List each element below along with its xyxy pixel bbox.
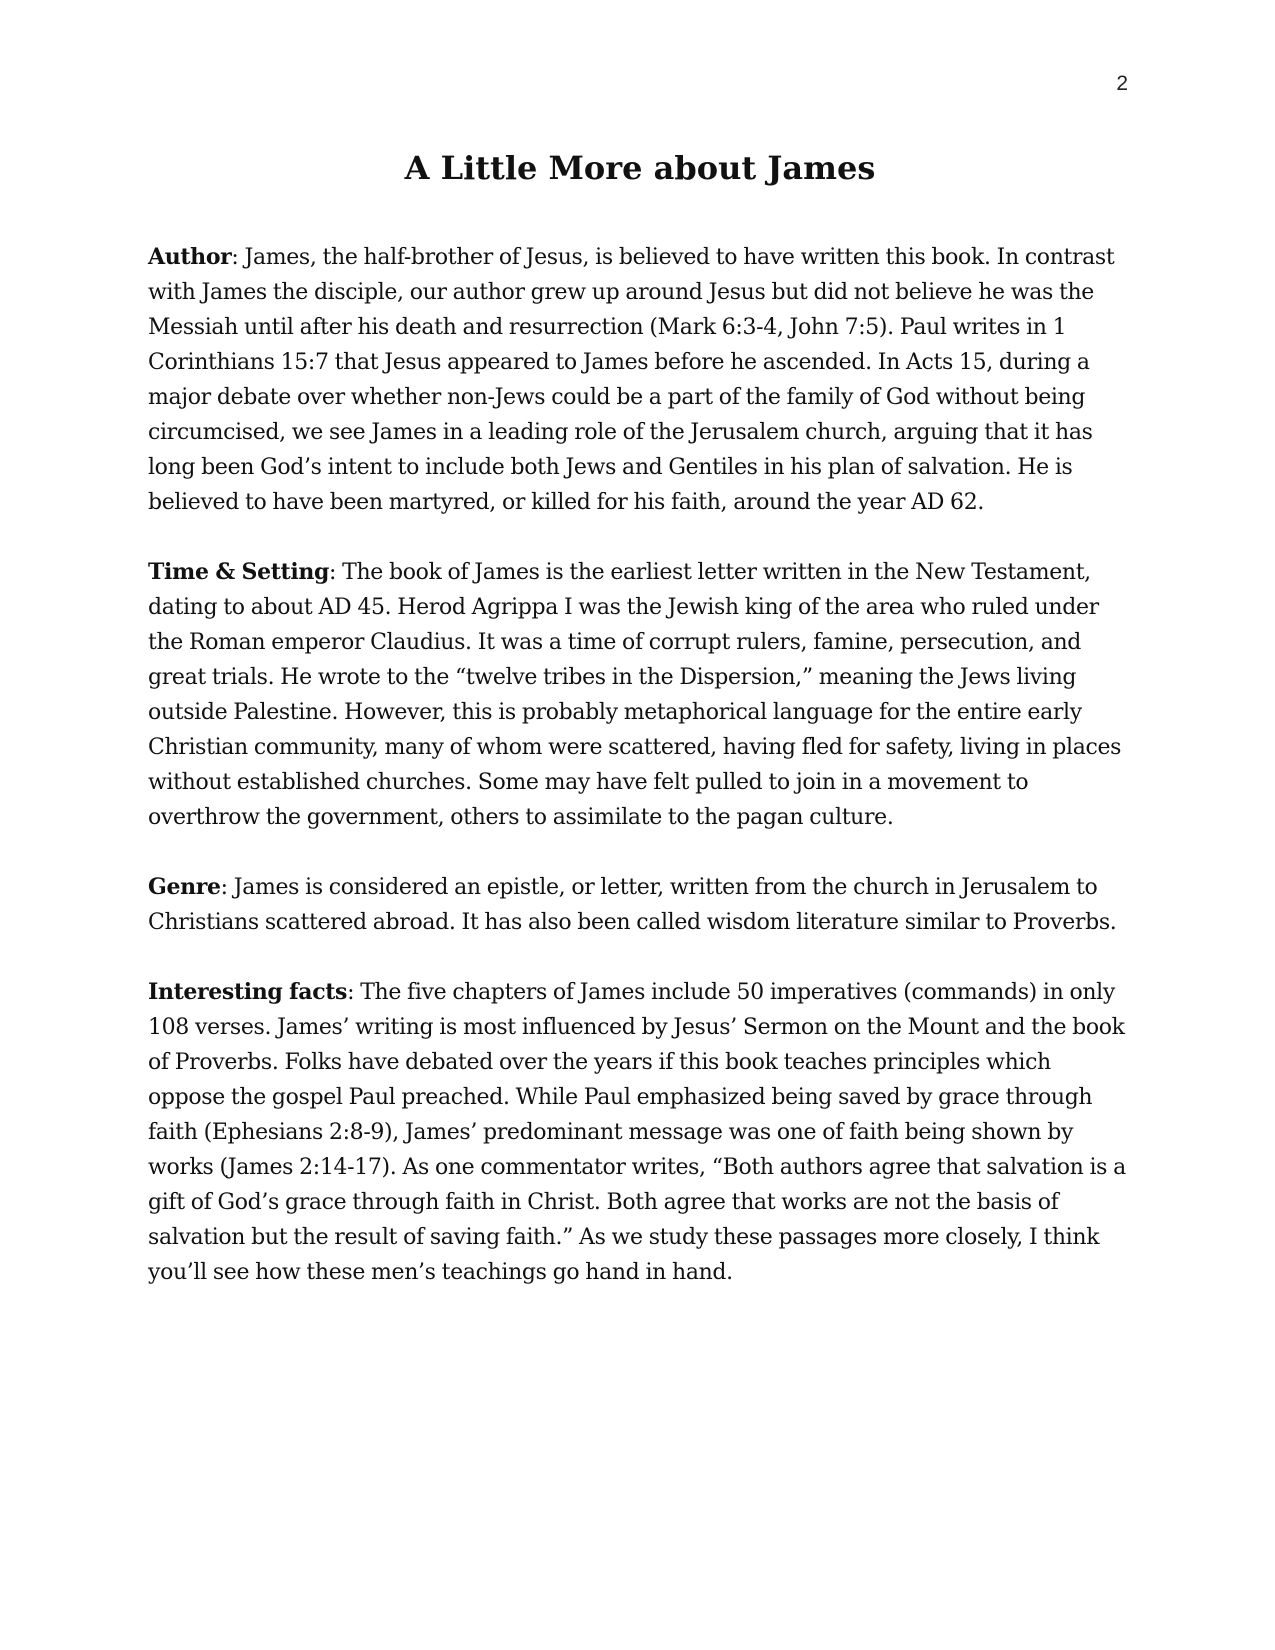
section-time-setting [148,555,1132,835]
section-label-interesting-facts: Interesting facts [148,979,348,1005]
page-number: 2 [1116,72,1128,95]
section-text-genre: : James is considered an epistle, or letter, written from the church in Jerusalem to Christians scattered abroad. It has also been called wisdom literature similar to Proverbs. [148,875,1117,935]
section-text-time-setting: : The book of James is the earliest letter written in the New Testament, dating to about AD 45. Herod Agrippa I was the Jewish king of the area who ruled under the Roman emperor Claudius. It was a time of corrupt rulers, famine, persecution, and great trials. He wrote to the “twelve tribes in the Dispersion,” meaning the Jews living outside Palestine. However, this is probably metaphorical language for the entire early Christian community, many of whom were scattered, having fled for safety, living in places without established churches. Some may have felt pulled to join in a movement to overthrow the government, others to assimilate to the pagan culture. [148,560,1122,830]
section-label-genre: Genre [148,874,221,900]
section-interesting-facts [148,975,1132,1290]
section-label-author: Author [148,244,232,270]
section-label-time-setting: Time & Setting [148,559,330,585]
page-title: A Little More about James [404,149,876,187]
section-genre [148,870,1132,940]
section-text-author: : James, the half-brother of Jesus, is believed to have written this book. In contrast with James the disciple, our author grew up around Jesus but did not believe he was the Messiah until after his death and resurrection (Mark 6:3-4, John 7:5). Paul writes in 1 Corinthians 15:7 that Jesus appeared to James before he ascended. In Acts 15, during a major debate over whether non-Jews could be a part of the family of God without being circumcised, we see James in a leading role of the Jerusalem church, arguing that it has long been God’s intent to include both Jews and Gentiles in his plan of salvation. He is believed to have been martyred, or killed for his faith, around the year AD 62. [148,245,1115,515]
section-text-interesting-facts: : The five chapters of James include 50 imperatives (commands) in only 108 verses. James’ writing is most influenced by Jesus’ Sermon on the Mount and the book of Proverbs. Folks have debated over the years if this book teaches principles which oppose the gospel Paul preached. While Paul emphasized being saved by grace through faith (Ephesians 2:8-9), James’ predominant message was one of faith being shown by works (James 2:14-17). As one commentator writes, “Both authors agree that salvation is a gift of God’s grace through faith in Christ. Both agree that works are not the basis of salvation but the result of saving faith.” As we study these passages more closely, I think you’ll see how these men’s teachings go hand in hand. [148,980,1126,1285]
document-body [148,148,1132,1325]
section-author [148,240,1132,520]
